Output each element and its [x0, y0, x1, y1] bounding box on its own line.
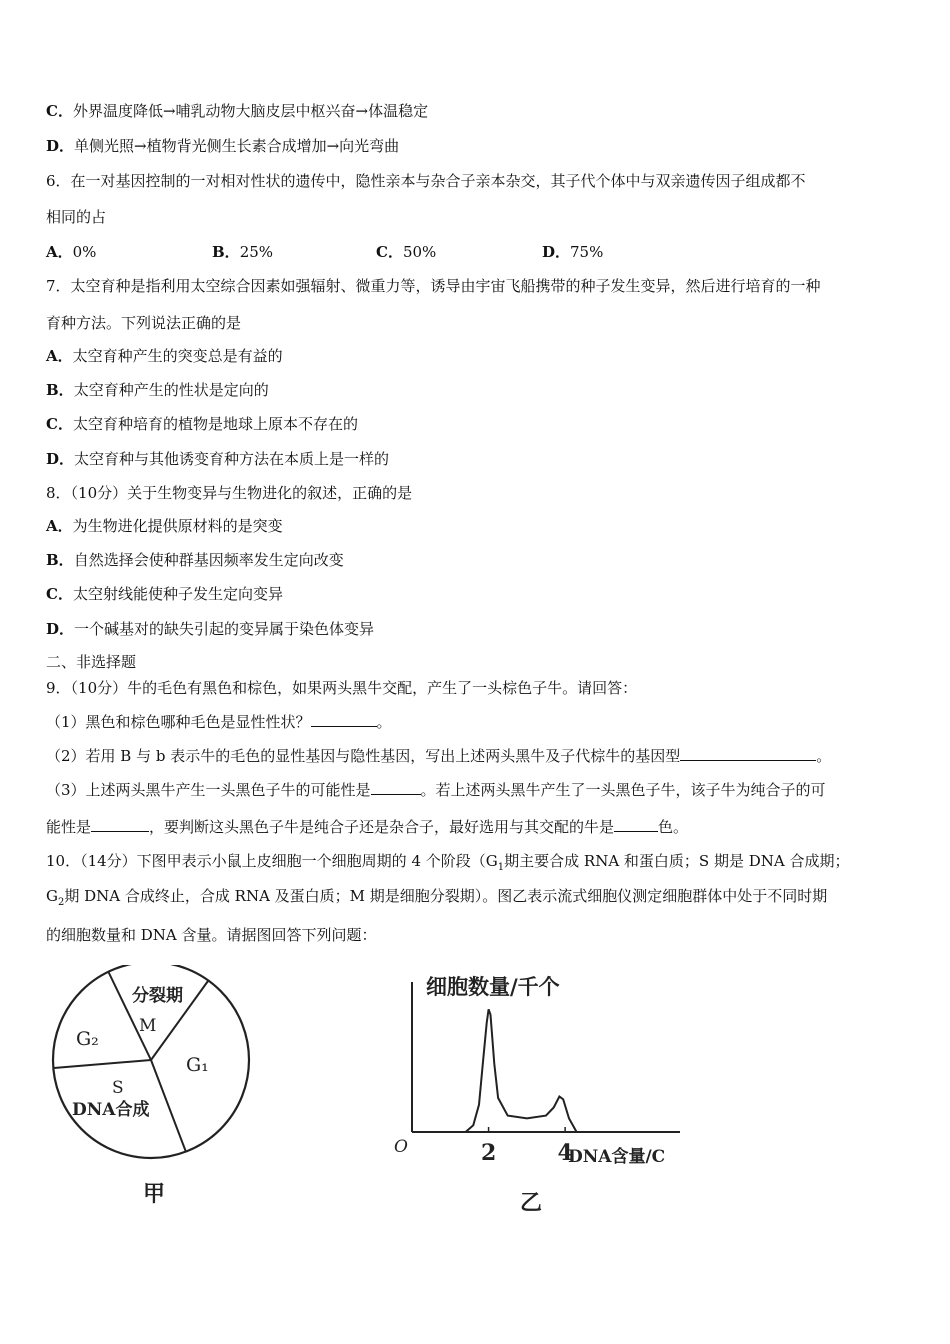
q7-option-d: D．太空育种与其他诱变育种方法在本质上是一样的 — [46, 450, 390, 468]
q8-option-c: C．太空射线能使种子发生定向变异 — [46, 585, 283, 603]
x-tick-label: 4 — [557, 1140, 573, 1166]
data-series-line — [466, 1009, 577, 1132]
answer-blank[interactable] — [311, 712, 377, 727]
y-axis-label: 细胞数量/千个 — [426, 974, 560, 999]
q7-option-b: B．太空育种产生的性状是定向的 — [46, 381, 269, 399]
figure-caption: 乙 — [520, 1190, 543, 1216]
figure-jia-cell-cycle — [40, 965, 280, 1215]
option-text: 外界温度降低→哺乳动物大脑皮层中枢兴奋→体温稳定 — [72, 102, 429, 120]
answer-blank[interactable] — [680, 746, 816, 761]
label-s: S — [112, 1078, 124, 1098]
figure-yi-chart — [380, 960, 710, 1220]
q6-choice-a: A．0% — [46, 243, 97, 261]
q6-stem-line1: 6．在一对基因控制的一对相对性状的遗传中，隐性亲本与杂合子亲本杂交，其子代个体中与双亲遗传因子组成都不 — [46, 172, 806, 190]
label-m: M — [139, 1016, 157, 1036]
option-label: D． — [46, 137, 75, 155]
label-g1: G₁ — [186, 1054, 209, 1076]
q6-stem-line2: 相同的占 — [46, 208, 107, 226]
label-g2: G₂ — [76, 1028, 99, 1050]
q6-choice-c: C．50% — [376, 243, 437, 261]
q7-option-a: A．太空育种产生的突变总是有益的 — [46, 347, 283, 365]
answer-blank[interactable] — [614, 817, 658, 832]
option-label: C． — [46, 102, 73, 120]
q5-option-c — [46, 101, 428, 121]
answer-blank[interactable] — [91, 817, 149, 832]
q6-choice-b: B．25% — [212, 243, 274, 261]
x-tick-label: 2 — [480, 1140, 497, 1166]
section-heading: 二、非选择题 — [46, 653, 137, 671]
option-text: 单侧光照→植物背光侧生长素合成增加→向光弯曲 — [74, 137, 400, 155]
q5-option-d — [46, 136, 399, 156]
q10-stem-line3: 的细胞数量和 DNA 含量。请据图回答下列问题： — [46, 926, 377, 944]
q10-stem-line2: $G_2$期 DNA 合成终止，合成 RNA 及蛋白质；M 期是细胞分裂期）。图乙表示流式细胞仪测定细胞群体中处于不同时期 — [46, 887, 828, 908]
origin-label: O — [394, 1137, 408, 1157]
divider-line — [54, 1060, 151, 1068]
x-axis-label: DNA含量/C — [568, 1147, 666, 1167]
figure-caption: 甲 — [143, 1181, 166, 1207]
divider-line — [151, 1060, 186, 1152]
q7-stem-line2: 育种方法。下列说法正确的是 — [46, 314, 242, 332]
q8-option-b: B．自然选择会使种群基因频率发生定向改变 — [46, 551, 344, 569]
q8-option-d: D．一个碱基对的缺失引起的变异属于染色体变异 — [46, 620, 375, 638]
q6-choice-d: D．75% — [542, 243, 604, 261]
q9-stem: 9．（10分）牛的毛色有黑色和棕色，如果两头黑牛交配，产生了一头棕色子牛。请回答： — [46, 679, 638, 697]
q7-stem-line1: 7．太空育种是指利用太空综合因素如强辐射、微重力等，诱导由宇宙飞船携带的种子发生变异，然后进行培育的一种 — [46, 277, 821, 295]
label-dna-synthesis: DNA合成 — [72, 1100, 150, 1120]
answer-blank[interactable] — [371, 780, 421, 795]
label-fenlie: 分裂期 — [132, 986, 183, 1006]
q9-part3: （3）上述两头黑牛产生一头黑色子牛的可能性是 。若上述两头黑牛产生了一头黑色子牛，该子牛为纯合子的可 — [46, 781, 826, 799]
q7-option-c: C．太空育种培育的植物是地球上原本不存在的 — [46, 415, 358, 433]
q8-option-a: A．为生物进化提供原材料的是突变 — [46, 517, 283, 535]
q9-part2: （2）若用 B 与 b 表示牛的毛色的显性基因与隐性基因，写出上述两头黑牛及子代棕牛的基因型 。 — [46, 747, 832, 765]
q9-part1: （1）黑色和棕色哪种毛色是显性性状？ 。 — [46, 713, 392, 731]
q8-stem: 8．（10分）关于生物变异与生物进化的叙述，正确的是 — [46, 484, 413, 502]
q10-stem-line1: 10．（14分）下图甲表示小鼠上皮细胞一个细胞周期的 4 个阶段（$G_1$期主要合成 RNA 和蛋白质；S 期是 DNA 合成期； — [46, 852, 850, 873]
q9-part3-cont: 能性是 ，要判断这头黑色子牛是纯合子还是杂合子，最好选用与其交配的牛是 色。 — [46, 818, 689, 836]
